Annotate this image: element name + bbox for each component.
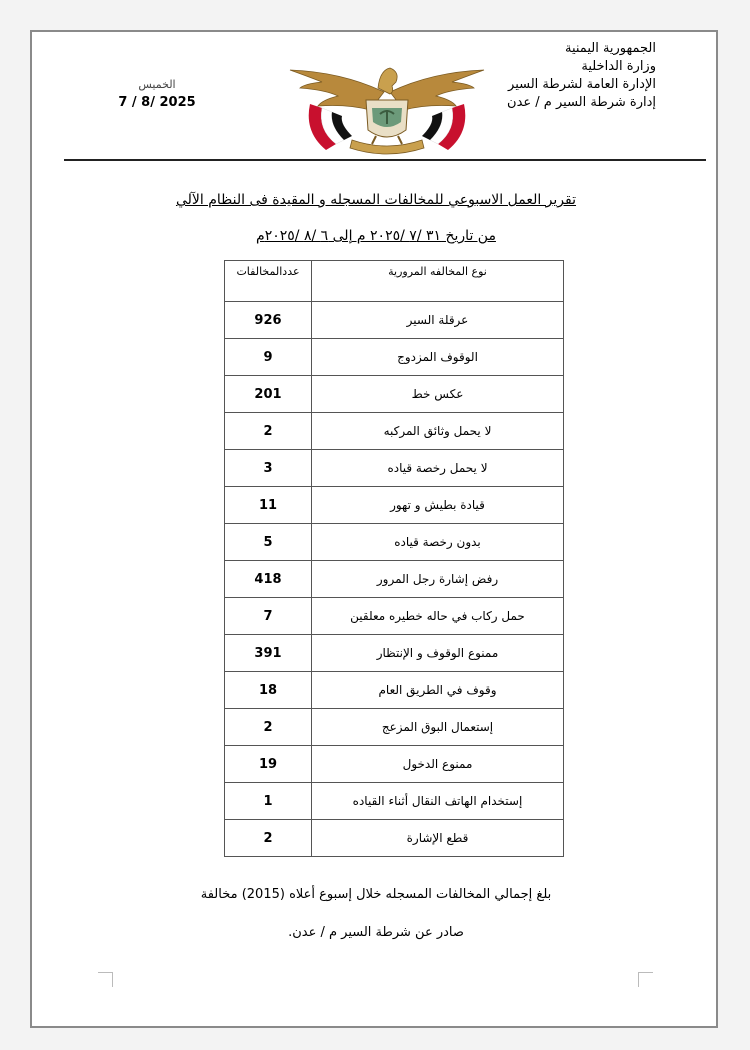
violation-type: قطع الإشارة xyxy=(312,820,564,857)
violation-type: رفض إشارة رجل المرور xyxy=(312,561,564,598)
report-period: من تاريخ ٣١ /٧ /٢٠٢٥ م إلى ٦ /٨ /٢٠٢٥م xyxy=(256,228,496,244)
date-label: 7 / 8/ 2025 xyxy=(118,95,196,110)
header-violation-count: عددالمخالفات xyxy=(225,261,312,302)
violation-type: لا يحمل رخصة قياده xyxy=(312,450,564,487)
violation-count: 19 xyxy=(225,746,312,783)
violation-type: بدون رخصة قياده xyxy=(312,524,564,561)
violation-count: 1 xyxy=(225,783,312,820)
violations-table xyxy=(224,260,564,857)
table-row xyxy=(225,709,564,746)
date-block xyxy=(112,78,202,110)
violation-type: قيادة بطيش و تهور xyxy=(312,487,564,524)
table-row xyxy=(225,450,564,487)
header-divider xyxy=(64,159,706,161)
document-page xyxy=(30,30,718,1028)
table-row xyxy=(225,524,564,561)
violation-type: الوقوف المزدوج xyxy=(312,339,564,376)
table-row xyxy=(225,635,564,672)
table-row xyxy=(225,598,564,635)
coat-of-arms-emblem xyxy=(282,52,492,162)
table-row xyxy=(225,487,564,524)
violation-count: 9 xyxy=(225,339,312,376)
violation-count: 5 xyxy=(225,524,312,561)
violation-count: 2 xyxy=(225,820,312,857)
violation-count: 2 xyxy=(225,413,312,450)
violation-type: إستعمال البوق المزعج xyxy=(312,709,564,746)
table-row xyxy=(225,413,564,450)
table-row xyxy=(225,672,564,709)
violation-count: 11 xyxy=(225,487,312,524)
header-line: وزارة الداخلية xyxy=(581,59,656,74)
table-row xyxy=(225,302,564,339)
table-row xyxy=(225,376,564,413)
violation-count: 2 xyxy=(225,709,312,746)
table-row xyxy=(225,561,564,598)
violation-type: عرقلة السير xyxy=(312,302,564,339)
violation-count: 418 xyxy=(225,561,312,598)
header-line: إدارة شرطة السير م / عدن xyxy=(507,95,656,110)
issuer-line: صادر عن شرطة السير م / عدن. xyxy=(288,925,464,940)
violation-type: ممنوع الوقوف و الإنتظار xyxy=(312,635,564,672)
table-row xyxy=(225,783,564,820)
violation-count: 7 xyxy=(225,598,312,635)
header-line: الجمهورية اليمنية xyxy=(564,41,656,56)
crop-mark-right xyxy=(638,972,653,987)
violation-type: حمل ركاب في حاله خطيره معلقين xyxy=(312,598,564,635)
table-header-row xyxy=(225,261,564,302)
crop-mark-left xyxy=(98,972,113,987)
violation-count: 18 xyxy=(225,672,312,709)
violation-count: 391 xyxy=(225,635,312,672)
violation-count: 3 xyxy=(225,450,312,487)
banner-scroll-icon xyxy=(350,140,424,154)
violation-type: إستخدام الهاتف النقال أثناء القياده xyxy=(312,783,564,820)
table-row xyxy=(225,820,564,857)
violation-type: ممنوع الدخول xyxy=(312,746,564,783)
violation-type: عكس خط xyxy=(312,376,564,413)
report-title: تقرير العمل الاسبوعي للمخالفات المسجله و المقيدة فى النظام الآلي xyxy=(175,192,577,208)
total-summary: بلغ إجمالي المخالفات المسجله خلال إسبوع أعلاه (2015) مخالفة xyxy=(200,887,552,902)
day-label: الخميس xyxy=(138,78,176,91)
violation-count: 926 xyxy=(225,302,312,339)
header-violation-type: نوع المخالفه المرورية xyxy=(312,261,564,302)
violation-type: وقوف في الطريق العام xyxy=(312,672,564,709)
header-line: الإدارة العامة لشرطة السير xyxy=(508,77,656,92)
violation-type: لا يحمل وثائق المركبه xyxy=(312,413,564,450)
table-row xyxy=(225,746,564,783)
violation-count: 201 xyxy=(225,376,312,413)
table-row xyxy=(225,339,564,376)
